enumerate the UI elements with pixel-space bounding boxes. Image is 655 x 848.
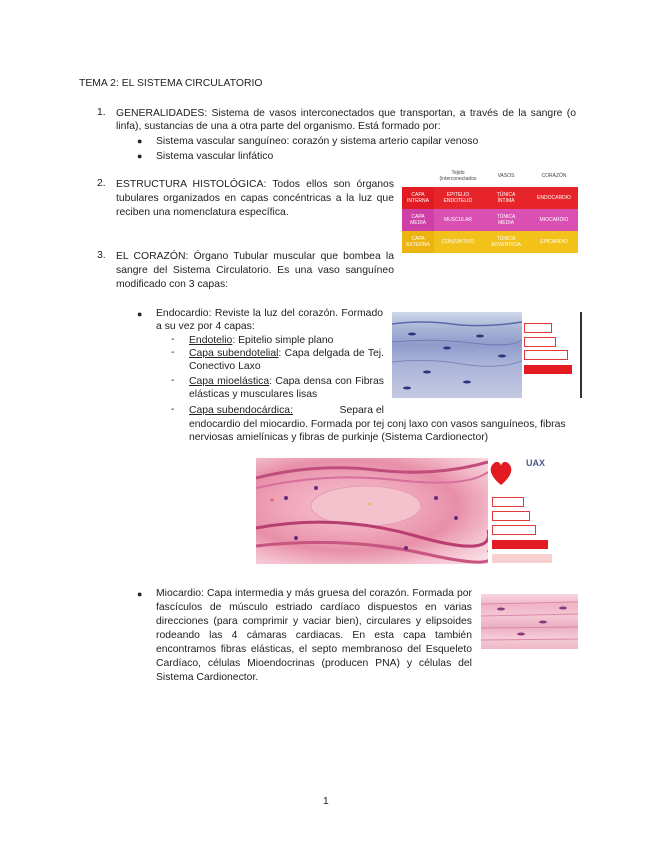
endocardio-continuation: endocardio del miocardio. Formada por tej conj laxo con vasos sanguíneos, fibras nerviosas amielínicas y fibras de purkinje (Sistema Cardionector) (189, 419, 566, 443)
purkinje-histology-image (256, 458, 488, 564)
section-corazon (116, 250, 394, 292)
layers-table-image (402, 165, 578, 257)
table-cell: CONJUNTIVO (434, 231, 482, 253)
table-cell: EPICARDIO (530, 231, 578, 253)
miocardio-text: Capa intermedia y más gruesa del corazón. Formada por fascículos de músculo estriado cardíaco dispuestos en varias direcciones (para comprimir y vaciar bien), circulares y elipsoides rodeando las 4 cámaras cardiacas. En esta capa también encontramos fibras elásticas, el septo membranoso del Esqueleto Cardíaco, células Mioendocrinas (producen PNA) y células del Sistema Cardionector. (156, 588, 473, 683)
endocardio-text: Reviste la luz del corazón. Formado a su vez por 4 capas: (156, 308, 384, 332)
label-box (524, 350, 568, 360)
table-cell: MUSCULAR (434, 209, 482, 231)
label-box (492, 540, 548, 549)
section-text: Sistema de vasos interconectados que transportan, a través de la sangre (o linfa), sustancias de una a otra parte del organismo. Está formado por: (116, 108, 576, 132)
label-box (524, 323, 552, 333)
layer-desc: : Epitelio simple plano (232, 335, 334, 346)
table-row-label: CAPA INTERNA (402, 187, 434, 209)
table-row-label: CAPA EXTERNA (402, 231, 434, 253)
histology-texture (256, 458, 488, 564)
table-row-label: CAPA MEDIA (402, 209, 434, 231)
miocardio-heading: Miocardio: (156, 588, 204, 599)
dash-icon: - (171, 375, 175, 386)
page-title: TEMA 2: EL SISTEMA CIRCULATORIO (79, 78, 263, 89)
table-cell: TÚNICA ADVENTICIA (482, 231, 530, 253)
purkinje-label-panel (488, 458, 586, 564)
miocardio-histology-image (481, 594, 578, 649)
endocardio-heading: Endocardio: (156, 308, 212, 319)
section-heading: EL CORAZÓN: (116, 251, 189, 262)
bullet-icon: ● (137, 589, 143, 599)
label-box (492, 554, 552, 563)
bullet-icon: ● (137, 151, 143, 161)
divider (580, 312, 582, 398)
svg-text:*: * (270, 497, 274, 506)
bullet-icon: ● (137, 136, 143, 146)
endocardio-label-panel (522, 312, 584, 398)
miocardio-paragraph (156, 587, 472, 685)
dash-icon: - (171, 334, 175, 345)
section-number: 3. (97, 250, 106, 261)
section-estructura (116, 178, 394, 220)
table-cell: TÚNICA MEDIA (482, 209, 530, 231)
label-box (492, 497, 524, 507)
layer-name: Endotelio (189, 335, 233, 346)
label-box (524, 337, 556, 347)
table-header-cell: VASOS (482, 165, 530, 187)
svg-text:*: * (368, 501, 372, 510)
bullet-item: Sistema vascular linfático (156, 151, 274, 162)
section-heading: GENERALIDADES: (116, 108, 208, 119)
layer-name: Capa mioelástica (189, 376, 270, 387)
bullet-icon: ● (137, 309, 143, 319)
section-text: Órgano Tubular muscular que bombea la sangre del Sistema Circulatorio. Es una vaso sanguíneo modificado con 3 capas: (116, 251, 395, 290)
table-cell: TÚNICA ÍNTIMA (482, 187, 530, 209)
layer-item (189, 404, 384, 417)
table-cell: ENDOCARDIO (530, 187, 578, 209)
layer-item (189, 334, 384, 347)
layer-item (189, 347, 384, 373)
layer-desc: Separa el (339, 405, 384, 416)
dash-icon: - (171, 404, 175, 415)
section-heading: ESTRUCTURA HISTOLÓGICA: (116, 179, 267, 190)
section-number: 1. (97, 107, 106, 118)
heart-icon (488, 458, 514, 488)
table-header-cell: Tejido (interconectados (434, 165, 482, 187)
layer-name: Capa subendotelial (189, 348, 279, 359)
layer-name: Capa subendocárdica: (189, 405, 293, 416)
uax-logo: UAX (526, 458, 546, 468)
table-header-cell: CORAZÓN (530, 165, 578, 187)
label-box (524, 365, 572, 374)
table-cell: EPITELIO ENDOTELIO (434, 187, 482, 209)
bullet-item: Sistema vascular sanguíneo: corazón y sistema arterio capilar venoso (156, 136, 479, 147)
layer-item (189, 375, 384, 401)
section-generalidades (116, 107, 576, 133)
endocardio-intro (156, 307, 383, 333)
histology-texture (392, 312, 522, 398)
histology-texture (481, 594, 578, 649)
label-box (492, 511, 530, 521)
layers-table (402, 165, 578, 253)
layer-desc: : Capa densa con Fibras elásticas y musculares lisas (189, 376, 384, 400)
dash-icon: - (171, 347, 175, 358)
endocardio-histology-image (392, 312, 522, 398)
page-number: 1 (323, 796, 329, 807)
table-cell: MIOCARDIO (530, 209, 578, 231)
label-box (492, 525, 536, 535)
layer-desc: : Capa delgada de Tej. Conectivo Laxo (189, 348, 385, 372)
section-text: Todos ellos son órganos tubulares organizados en capas concéntricas a la luz que reciben una nomenclatura específica. (116, 179, 395, 218)
section-number: 2. (97, 178, 106, 189)
